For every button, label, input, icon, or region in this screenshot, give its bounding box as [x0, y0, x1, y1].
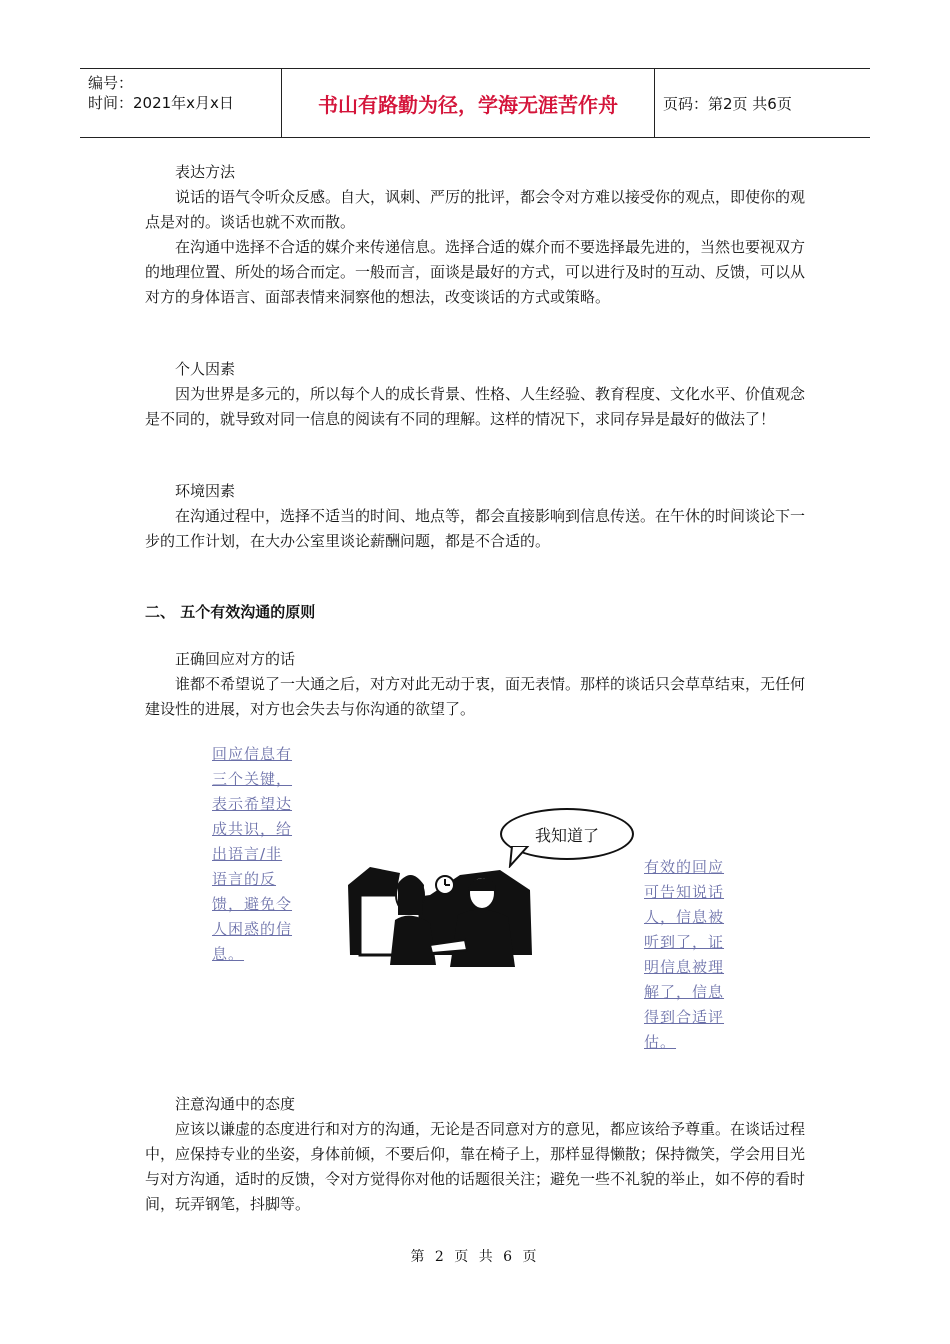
response-paragraph: 谁都不希望说了一大通之后，对方对此无动于衷，面无表情。那样的谈话只会草草结束，无任何建设性的进展，对方也会失去与你沟通的欲望了。	[145, 675, 806, 718]
environment-section	[145, 479, 805, 554]
page-header	[80, 68, 870, 138]
response-title: 正确回应对方的话	[175, 650, 296, 668]
speech-bubble: 我知道了	[500, 808, 634, 860]
expression-paragraph-1: 说话的语气令听众反感。自大，讽刺、严厉的批评，都会令对方难以接受你的观点，即使你的观点是对的。谈话也就不欢而散。	[145, 188, 806, 231]
expression-section	[145, 160, 805, 310]
attitude-paragraph: 应该以谦虚的态度进行和对方的沟通，无论是否同意对方的意见，都应该给予尊重。在谈话过程中，应保持专业的坐姿，身体前倾，不要后仰，靠在椅子上，那样显得懒散；保持微笑，学会用目光与对方沟通，适时的反馈，令对方觉得你对他的话题很关注；避免一些不礼貌的举止，如不停的看时间，玩弄钢笔，抖脚等。	[145, 1120, 806, 1213]
number-label: 编号：	[88, 74, 134, 92]
response-section	[145, 647, 805, 722]
section-2-title: 二、 五个有效沟通的原则	[145, 603, 316, 621]
header-motto: 书山有路勤为径，学海无涯苦作舟	[282, 69, 655, 137]
attitude-section	[145, 1092, 805, 1217]
environment-title: 环境因素	[175, 482, 236, 500]
date-label: 时间：2021年x月x日	[88, 94, 234, 112]
callout-right: 有效的回应可告知说话人，信息被听到了，证明信息被理解了，信息得到合适评估。	[644, 858, 725, 1051]
personal-section	[145, 357, 805, 432]
personal-paragraph: 因为世界是多元的，所以每个人的成长背景、性格、人生经验、教育程度、文化水平、价值观念是不同的，就导致对同一信息的阅读有不同的理解。这样的情况下，求同存异是最好的做法了！	[145, 385, 806, 428]
environment-paragraph: 在沟通过程中，选择不适当的时间、地点等，都会直接影响到信息传送。在午休的时间谈论下一步的工作计划，在大办公室里谈论薪酬问题，都是不合适的。	[145, 507, 806, 550]
attitude-title: 注意沟通中的态度	[175, 1095, 296, 1113]
personal-title: 个人因素	[175, 360, 236, 378]
callout-left: 回应信息有三个关键，表示希望达成共识，给出语言/非语言的反馈，避免令人困惑的信息。	[212, 745, 293, 963]
expression-paragraph-2: 在沟通中选择不合适的媒介来传递信息。选择合适的媒介而不要选择最先进的，当然也要视双方的地理位置、所处的场合而定。一般而言，面谈是最好的方式，可以进行及时的互动、反馈，可以从对方的身体语言、面部表情来洞察他的想法，改变谈话的方式或策略。	[145, 238, 806, 306]
header-page-label: 页码：第2页 共6页	[663, 94, 792, 113]
handshake-illustration	[340, 855, 540, 970]
expression-title: 表达方法	[175, 163, 236, 181]
page-footer: 第 2 页 共 6 页	[410, 1249, 540, 1265]
header-meta	[80, 69, 282, 137]
